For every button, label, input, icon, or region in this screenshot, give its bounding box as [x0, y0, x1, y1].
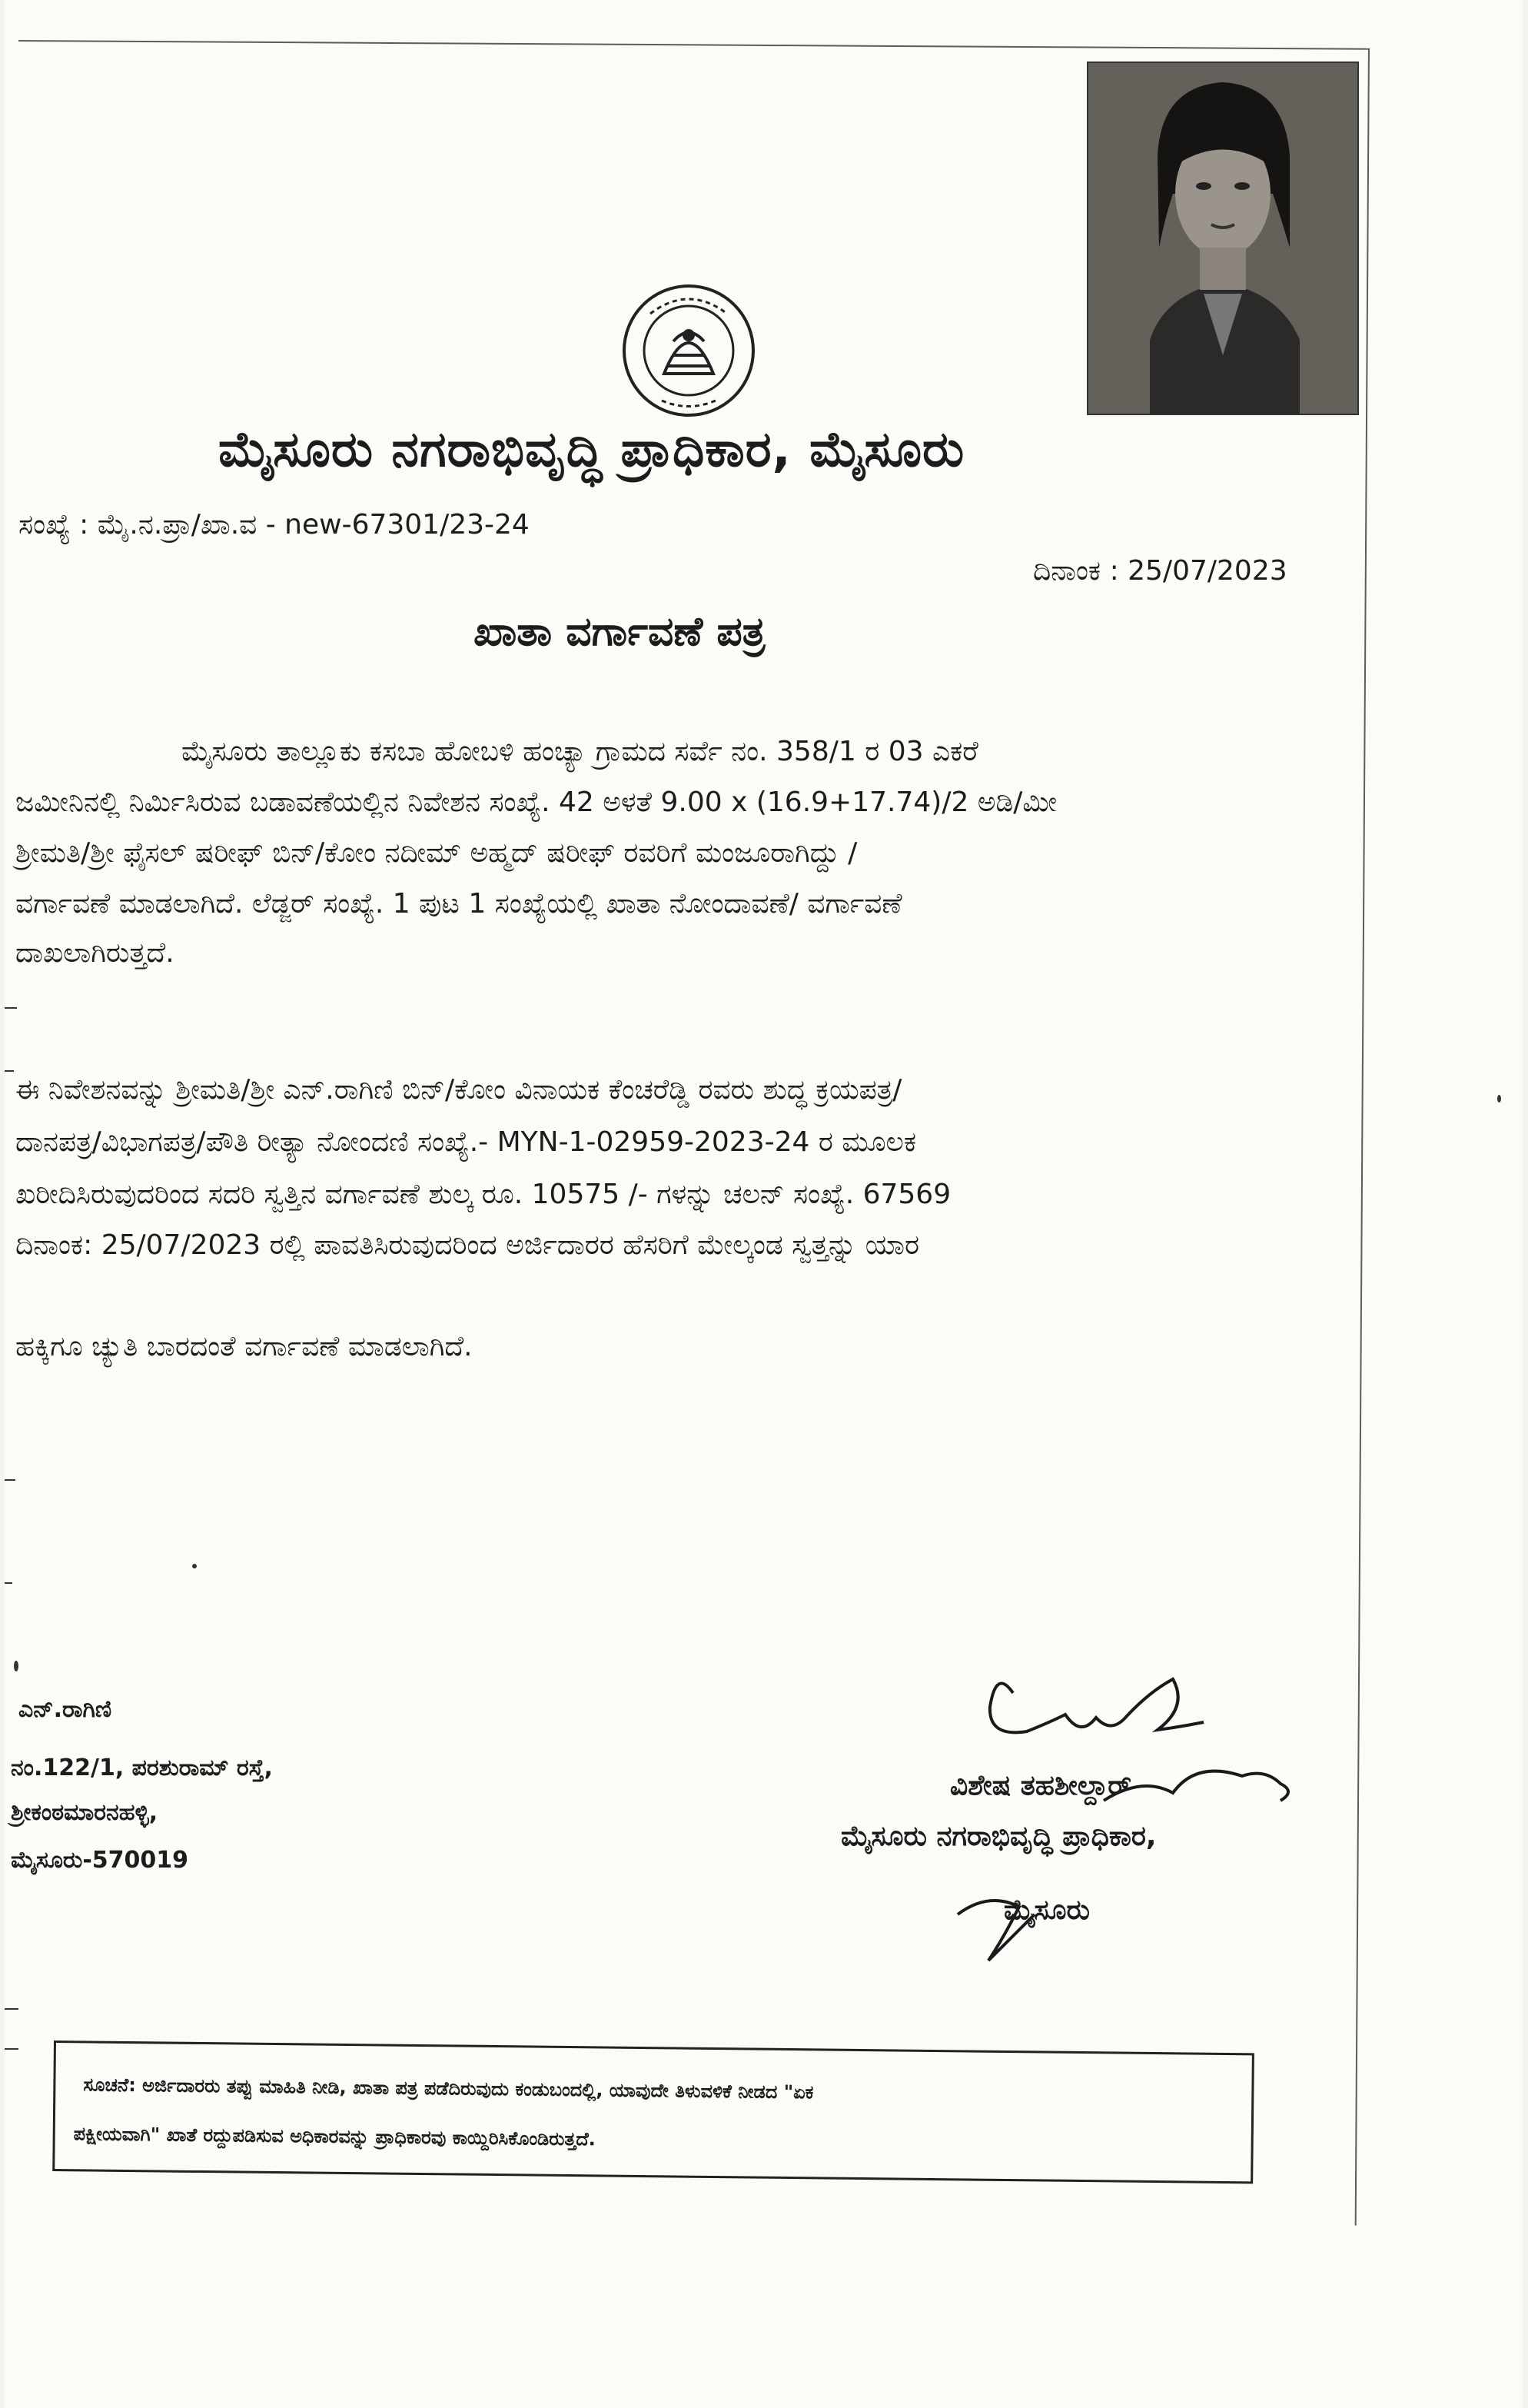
document-title: ಖಾತಾ ವರ್ಗಾವಣೆ ಪತ್ರ — [473, 609, 766, 655]
signatory-organization: ಮೈಸೂರು ನಗರಾಭಿವೃದ್ಧಿ ಪ್ರಾಧಿಕಾರ, — [841, 1821, 1157, 1852]
applicant-photo — [1087, 62, 1359, 415]
notice-box — [52, 2040, 1254, 2183]
paragraph-1-line: ಶ್ರೀಮತಿ/ಶ್ರೀ ಫೈಸಲ್ ಷರೀಫ್ ಬಿನ್/ಕೋಂ ನದೀಮ್ ಅಹ್ಮದ್ ಷರೀಫ್ ರವರಿಗೆ ಮಂಜೂರಾಗಿದ್ದು / — [15, 837, 858, 869]
authority-seal-icon — [620, 281, 758, 420]
document-page — [5, 0, 1523, 2408]
paragraph-2-line: ದಿನಾಂಕ: 25/07/2023 ರಲ್ಲಿ ಪಾವತಿಸಿರುವುದರಿಂದ ಅರ್ಜಿದಾರರ ಹೆಸರಿಗೆ ಮೇಲ್ಕಂಡ ಸ್ವತ್ತನ್ನು ಯಾರ — [15, 1229, 919, 1261]
portrait-graphic — [1088, 63, 1357, 414]
reference-number: ಸಂಖ್ಯೆ : ಮೈ.ನ.ಪ್ರಾ/ಖಾ.ವ - new-67301/23-24 — [18, 509, 530, 540]
recipient-name: ಎನ್.ರಾಗಿಣಿ — [18, 1696, 112, 1723]
notice-label: ಸೂಚನೆ: — [83, 2074, 136, 2097]
notice-line: ಪಕ್ಷೀಯವಾಗಿ" ಖಾತೆ ರದ್ದುಪಡಿಸುವ ಅಧಿಕಾರವನ್ನು ಪ್ರಾಧಿಕಾರವು ಕಾಯ್ದಿರಿಸಿಕೊಂಡಿರುತ್ತದೆ. — [73, 2123, 596, 2150]
signatory-designation: ವಿಶೇಷ ತಹಶೀಲ್ದಾರ್ — [950, 1770, 1131, 1801]
recipient-address-line: ಮೈಸೂರು-570019 — [11, 1847, 189, 1874]
paragraph-1-line: ಮೈಸೂರು ತಾಲ್ಲೂಕು ಕಸಬಾ ಹೋಬಳಿ ಹಂಚ್ಯಾ ಗ್ರಾಮದ ಸರ್ವೆ ನಂ. 358/1 ರ 03 ಎಕರೆ — [181, 736, 978, 767]
paragraph-1-line: ಜಮೀನಿನಲ್ಲಿ ನಿರ್ಮಿಸಿರುವ ಬಡಾವಣೆಯಲ್ಲಿನ ನಿವೇಶನ ಸಂಖ್ಯೆ. 42 ಅಳತೆ 9.00 x (16.9+17.74)/2 ಅಡಿ/ಮೀ — [15, 787, 1058, 818]
paragraph-2-line: ಖರೀದಿಸಿರುವುದರಿಂದ ಸದರಿ ಸ್ವತ್ತಿನ ವರ್ಗಾವಣೆ ಶುಲ್ಕ ರೂ. 10575 /- ಗಳನ್ನು ಚಲನ್ ಸಂಖ್ಯೆ. 67569 — [15, 1179, 952, 1210]
notice-line — [83, 2074, 813, 2103]
paragraph-1-line: ವರ್ಗಾವಣೆ ಮಾಡಲಾಗಿದೆ. ಲೆಡ್ಜರ್ ಸಂಖ್ಯೆ. 1 ಪುಟ 1 ಸಂಖ್ಯೆಯಲ್ಲಿ ಖಾತಾ ನೋಂದಾವಣೆ/ ವರ್ಗಾವಣೆ — [15, 888, 902, 920]
paragraph-1-line: ದಾಖಲಾಗಿರುತ್ತದೆ. — [15, 937, 174, 969]
recipient-address-line: ಶ್ರೀಕಂಠಮಾರನಹಳ್ಳಿ, — [11, 1799, 158, 1826]
authority-name-heading: ಮೈಸೂರು ನಗರಾಭಿವೃದ್ಧಿ ಪ್ರಾಧಿಕಾರ, ಮೈಸೂರು — [218, 421, 965, 478]
paragraph-2-line: ದಾನಪತ್ರ/ವಿಭಾಗಪತ್ರ/ಪೌತಿ ರೀತ್ಯಾ ನೋಂದಣಿ ಸಂಖ್ಯೆ.- MYN-1-02959-2023-24 ರ ಮೂಲಕ — [15, 1126, 917, 1158]
ink-speck — [192, 1564, 197, 1568]
notice-text: ಅರ್ಜಿದಾರರು ತಪ್ಪು ಮಾಹಿತಿ ನೀಡಿ, ಖಾತಾ ಪತ್ರ ಪಡೆದಿರುವುದು ಕಂಡುಬಂದಲ್ಲಿ, ಯಾವುದೇ ತಿಳುವಳಿಕೆ ನೀಡದ "ಏಕ — [141, 2074, 814, 2104]
recipient-address-line: ನಂ.122/1, ಪರಶುರಾಮ್ ರಸ್ತೆ, — [11, 1754, 273, 1781]
paragraph-2-line: ಈ ನಿವೇಶನವನ್ನು ಶ್ರೀಮತಿ/ಶ್ರೀ ಎನ್.ರಾಗಿಣಿ ಬಿನ್/ಕೋಂ ವಿನಾಯಕ ಕೆಂಚರೆಡ್ಡಿ ರವರು ಶುದ್ಧ ಕ್ರಯಪತ್ರ/ — [15, 1074, 902, 1106]
paragraph-2-line: ಹಕ್ಕಿಗೂ ಚ್ಯುತಿ ಬಾರದಂತೆ ವರ್ಗಾವಣೆ ಮಾಡಲಾಗಿದೆ. — [15, 1331, 473, 1362]
document-date: ದಿನಾಂಕ : 25/07/2023 — [1033, 555, 1287, 587]
signatory-place: ಮೈಸೂರು — [1004, 1894, 1090, 1926]
ink-speck — [1497, 1095, 1501, 1103]
ink-speck — [14, 1661, 18, 1671]
